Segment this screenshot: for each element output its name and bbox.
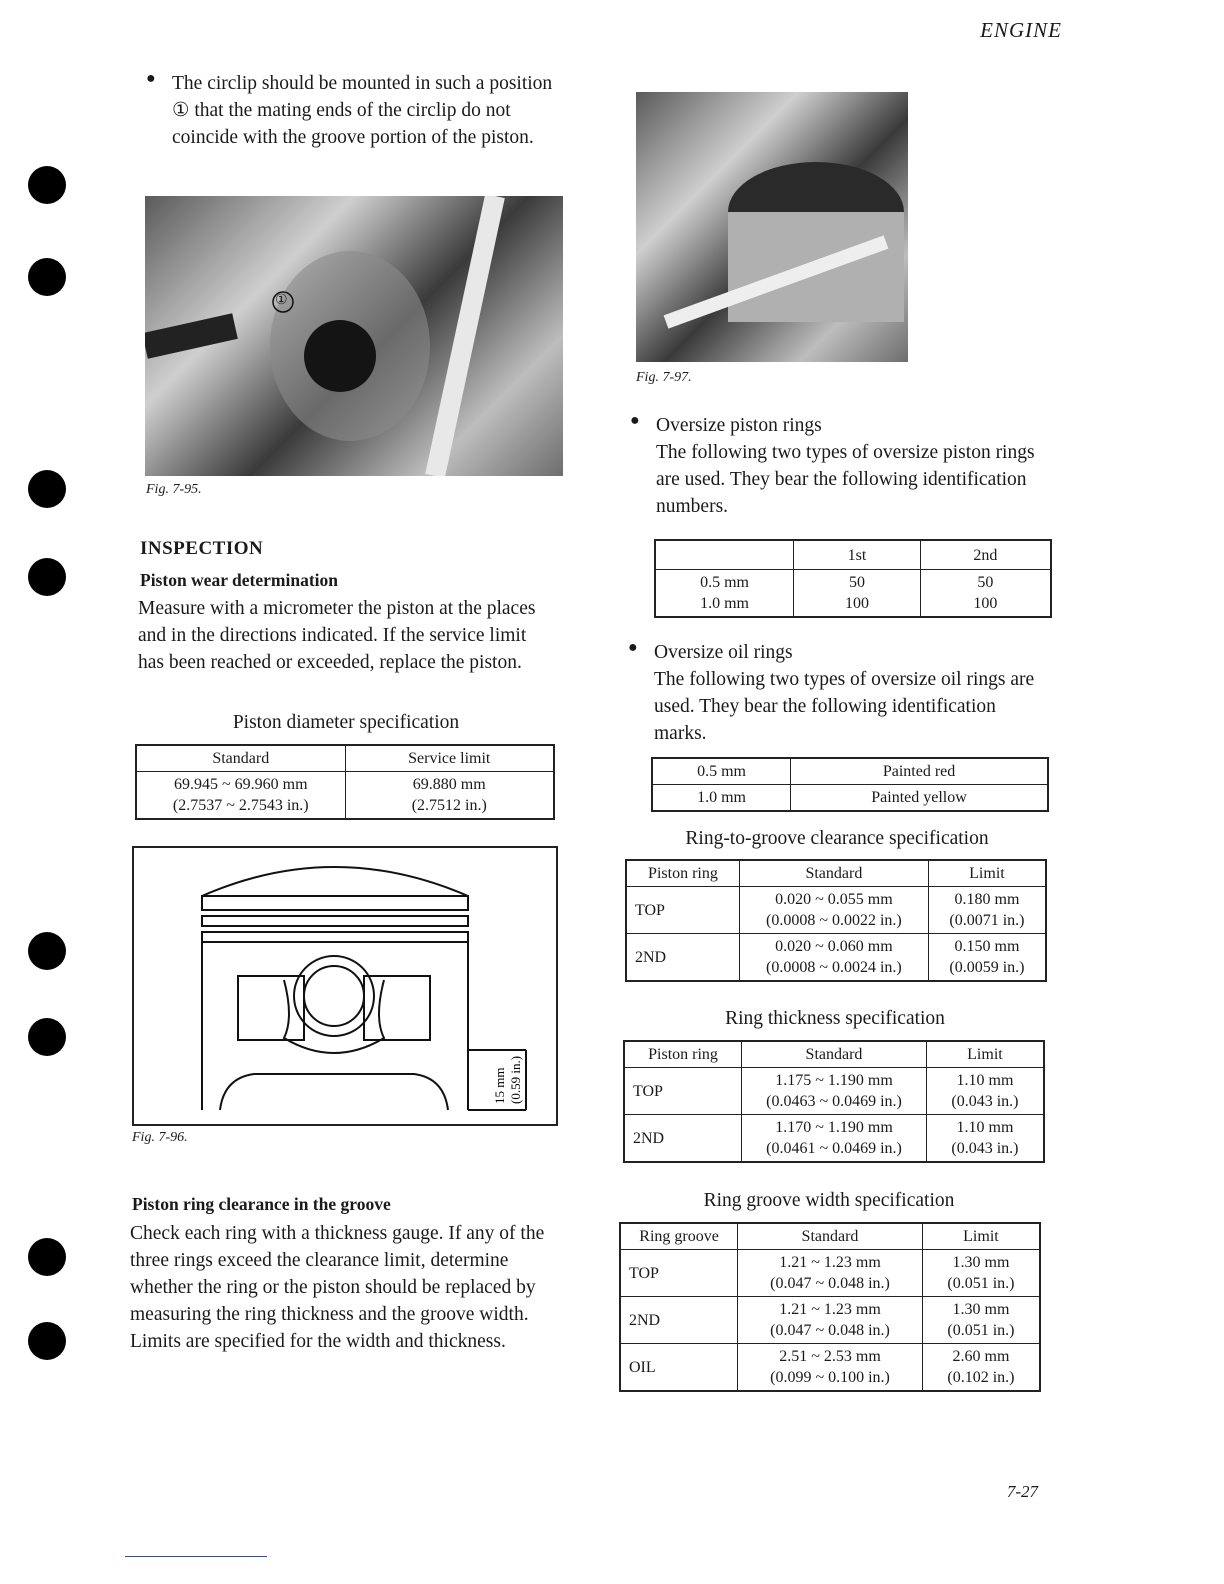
piston-circlip-illustration <box>145 196 563 476</box>
header-cell: Service limit <box>345 745 554 772</box>
cell-line: 1.0 mm <box>700 595 749 612</box>
section-header: ENGINE <box>980 18 1062 42</box>
thickness-title: Ring thickness specification <box>725 1008 945 1029</box>
cell-line: 50 <box>977 574 994 591</box>
table-row <box>620 1297 1040 1344</box>
cell-line: 1.10 mm <box>956 1119 1014 1136</box>
groove-title: Ring groove width specification <box>703 1190 955 1211</box>
dimension-label: 15 mm <box>492 1067 507 1104</box>
standard-cell <box>739 887 928 934</box>
cell-line: (0.0008 ~ 0.0024 in.) <box>766 959 902 976</box>
clearance-subheading: Piston ring clearance in the groove <box>132 1194 391 1214</box>
ring-to-groove-table <box>625 859 1047 982</box>
footer-divider <box>125 1556 267 1557</box>
cell-line: (0.0463 ~ 0.0469 in.) <box>766 1093 902 1110</box>
cell-line: (0.047 ~ 0.048 in.) <box>770 1275 890 1292</box>
limit-cell <box>922 1250 1040 1297</box>
limit-cell <box>926 1068 1044 1115</box>
ring-name-cell: 2ND <box>624 1115 742 1163</box>
cell-line: 0.150 mm <box>954 938 1020 955</box>
table-row <box>624 1068 1044 1115</box>
punch-hole <box>28 1018 66 1056</box>
standard-cell <box>739 934 928 982</box>
standard-cell <box>738 1297 923 1344</box>
fig-96-caption: Fig. 7-96. <box>132 1130 188 1145</box>
cell-line: (0.0059 in.) <box>949 959 1025 976</box>
oversize-oil-title: Oversize oil rings <box>654 642 793 663</box>
ring-thickness-table <box>623 1040 1045 1163</box>
oversize-rings-title: Oversize piston rings <box>656 415 822 436</box>
oversize-rings-note <box>630 412 1040 520</box>
header-cell: Limit <box>926 1041 1044 1068</box>
punch-hole <box>28 1322 66 1360</box>
cell-line: (0.047 ~ 0.048 in.) <box>770 1322 890 1339</box>
standard-cell <box>742 1068 927 1115</box>
standard-cell <box>738 1250 923 1297</box>
wear-text: Measure with a micrometer the piston at the places and in the directions indicated. If the service limit has been reached or exceeded, replace the piston. <box>138 598 536 673</box>
header-cell: Standard <box>742 1041 927 1068</box>
cell-line: 100 <box>973 595 998 612</box>
cell-line: 1.30 mm <box>952 1301 1010 1318</box>
bullet-icon: ● <box>146 70 156 87</box>
cell-line: 1.30 mm <box>952 1254 1010 1271</box>
cell-line: 0.5 mm <box>700 574 749 591</box>
second-cell <box>920 570 1051 618</box>
cell-line: 69.880 mm <box>412 776 486 793</box>
mark-cell: Painted yellow <box>791 785 1048 812</box>
limit-cell <box>922 1297 1040 1344</box>
cell-line: 1.21 ~ 1.23 mm <box>779 1254 881 1271</box>
header-cell: Standard <box>136 745 345 772</box>
cell-line: (2.7512 in.) <box>411 797 487 814</box>
groove-name-cell: OIL <box>620 1344 738 1392</box>
oversize-oil-note <box>628 639 1052 747</box>
header-cell: Piston ring <box>624 1041 742 1068</box>
bullet-icon: ● <box>628 639 638 656</box>
ring-groove-table <box>619 1222 1041 1392</box>
punch-hole <box>28 166 66 204</box>
mark-cell: Painted red <box>791 758 1048 785</box>
table-row <box>620 1250 1040 1297</box>
limit-cell <box>345 772 554 820</box>
groove-name-cell: TOP <box>620 1250 738 1297</box>
punch-hole <box>28 558 66 596</box>
cell-line: 1.21 ~ 1.23 mm <box>779 1301 881 1318</box>
cell-line: 100 <box>844 595 869 612</box>
header-cell: Ring groove <box>620 1223 738 1250</box>
standard-cell <box>738 1344 923 1392</box>
piston-diameter-table <box>135 744 555 820</box>
ring-name-cell: TOP <box>626 887 739 934</box>
table-row <box>626 887 1046 934</box>
cell-line: (0.051 in.) <box>947 1322 1015 1339</box>
fig-97-caption: Fig. 7-97. <box>636 370 692 385</box>
size-cell: 0.5 mm <box>652 758 791 785</box>
cell-line: (0.051 in.) <box>947 1275 1015 1292</box>
punch-hole <box>28 470 66 508</box>
cell-line: (0.043 in.) <box>951 1140 1019 1157</box>
cell-line: (0.0461 ~ 0.0469 in.) <box>766 1140 902 1157</box>
standard-cell <box>136 772 345 820</box>
dimension-label: (0.59 in.) <box>508 1055 523 1104</box>
cell-line: (0.0008 ~ 0.0022 in.) <box>766 912 902 929</box>
cell-line: 50 <box>848 574 865 591</box>
ring-name-cell: TOP <box>624 1068 742 1115</box>
header-cell: Standard <box>738 1223 923 1250</box>
punch-hole <box>28 258 66 296</box>
cell-line: (0.099 ~ 0.100 in.) <box>770 1369 890 1386</box>
wear-subheading: Piston wear determination <box>140 570 338 590</box>
fig-95-photo <box>145 196 563 476</box>
circlip-text: The circlip should be mounted in such a position ① that the mating ends of the circlip do not coincide with the groove portion of the piston. <box>172 73 553 148</box>
limit-cell <box>928 887 1046 934</box>
r2g-title: Ring-to-groove clearance specification <box>685 828 989 849</box>
cell-line: 1.10 mm <box>956 1072 1014 1089</box>
header-cell <box>655 540 794 570</box>
standard-cell <box>742 1115 927 1163</box>
header-cell: 2nd <box>920 540 1051 570</box>
header-cell: Limit <box>928 860 1046 887</box>
cell-line: 0.180 mm <box>954 891 1020 908</box>
circlip-note <box>146 70 568 151</box>
cell-line: 2.60 mm <box>952 1348 1010 1365</box>
clearance-text: Check each ring with a thickness gauge. If any of the three rings exceed the clearance limit, determine whether the ring or the piston should be replaced by measuring the ring thickness and the groove width. Limits are specified for the width and thickness. <box>130 1223 545 1352</box>
cell-line: 0.020 ~ 0.055 mm <box>775 891 893 908</box>
header-cell: Standard <box>739 860 928 887</box>
oversize-oil-table <box>651 757 1049 812</box>
piston-ring-photo-illustration <box>636 92 908 362</box>
cell-line: (0.102 in.) <box>947 1369 1015 1386</box>
limit-cell <box>922 1344 1040 1392</box>
cell-line: 1.175 ~ 1.190 mm <box>775 1072 893 1089</box>
header-cell: 1st <box>794 540 921 570</box>
page-number: 7-27 <box>1006 1482 1038 1501</box>
limit-cell <box>928 934 1046 982</box>
cell-line: (0.043 in.) <box>951 1093 1019 1110</box>
oversize-rings-text: The following two types of oversize piston rings are used. They bear the following identification numbers. <box>656 442 1035 517</box>
cell-line: (0.0071 in.) <box>949 912 1025 929</box>
fig-97-photo <box>636 92 908 362</box>
table-row <box>624 1115 1044 1163</box>
diameter-title: Piston diameter specification <box>232 712 460 733</box>
punch-hole <box>28 1238 66 1276</box>
oversize-rings-table <box>654 539 1052 618</box>
table-row <box>626 934 1046 982</box>
header-cell: Limit <box>922 1223 1040 1250</box>
cell-line: 2.51 ~ 2.53 mm <box>779 1348 881 1365</box>
size-cell: 1.0 mm <box>652 785 791 812</box>
groove-name-cell: 2ND <box>620 1297 738 1344</box>
punch-hole <box>28 932 66 970</box>
header-cell: Piston ring <box>626 860 739 887</box>
bullet-icon: ● <box>630 412 640 429</box>
fig-95-caption: Fig. 7-95. <box>146 482 202 497</box>
cell-line: 69.945 ~ 69.960 mm <box>173 776 308 793</box>
table-row <box>620 1344 1040 1392</box>
fig-96-piston-diagram <box>132 846 558 1126</box>
cell-line: 1.170 ~ 1.190 mm <box>775 1119 893 1136</box>
cell-line: (2.7537 ~ 2.7543 in.) <box>172 797 309 814</box>
oversize-oil-text: The following two types of oversize oil rings are used. They bear the following identification marks. <box>654 669 1035 744</box>
cell-line: 0.020 ~ 0.060 mm <box>775 938 893 955</box>
first-cell <box>794 570 921 618</box>
size-cell <box>655 570 794 618</box>
piston-outline-drawing <box>134 848 556 1124</box>
fig95-marker: ① <box>275 293 288 308</box>
inspection-heading: INSPECTION <box>140 538 264 559</box>
limit-cell <box>926 1115 1044 1163</box>
ring-name-cell: 2ND <box>626 934 739 982</box>
